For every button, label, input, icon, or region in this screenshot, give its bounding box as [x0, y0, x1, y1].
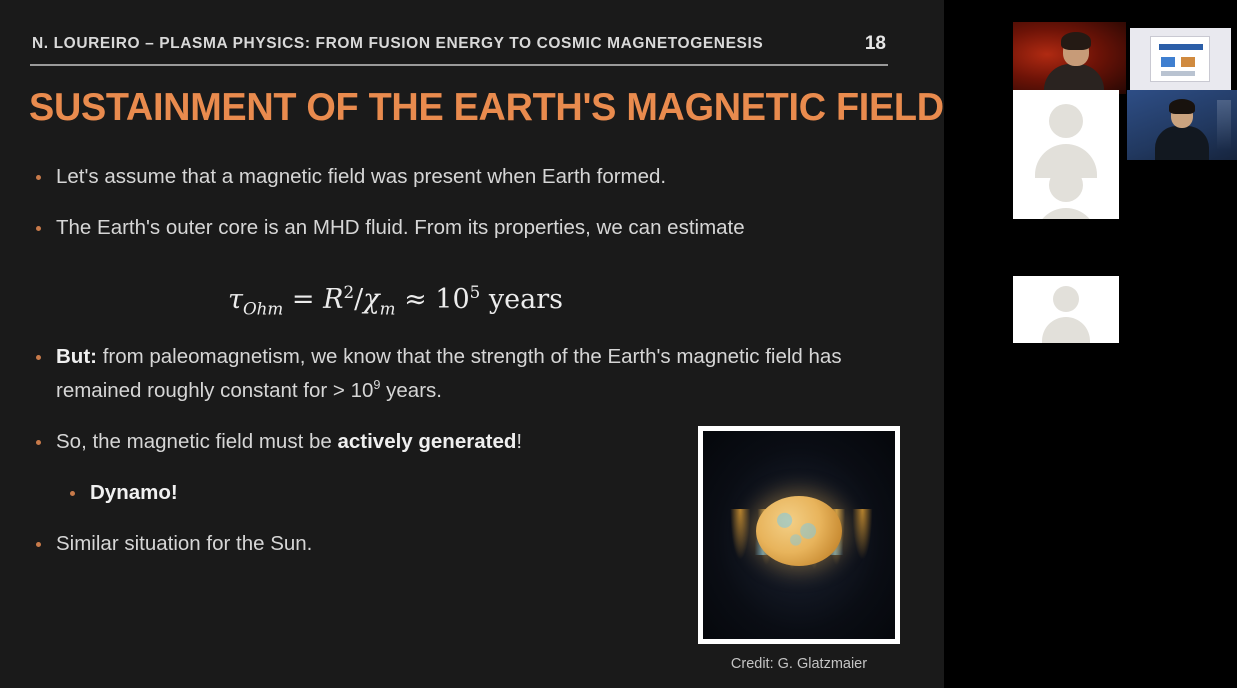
webcam-person-hair: [1169, 99, 1195, 114]
bullet-dot: [70, 491, 75, 496]
avatar-icon-head: [1053, 286, 1079, 312]
slide-page-number: 18: [864, 33, 886, 54]
equation-equals: =: [291, 284, 315, 315]
avatar-background: [1013, 90, 1119, 219]
equation-approx: ≈: [404, 284, 427, 315]
participant-webcam-tile[interactable]: [1127, 90, 1237, 160]
equation-slash: /: [354, 284, 364, 315]
bullet-text-bold-prefix: But:: [56, 345, 97, 369]
bullet-text: The Earth's outer core is an MHD fluid. From its properties, we can estimate: [56, 216, 745, 240]
earth-dynamo-figure: [698, 426, 900, 644]
list-item: [30, 211, 860, 244]
thumbnail-title-bar: [1159, 44, 1203, 50]
slide-thumbnail-document: [1150, 36, 1210, 82]
equation-value-exponent: 5: [469, 282, 481, 302]
thumbnail-block-2: [1181, 57, 1195, 67]
webcam-person-body: [1155, 126, 1209, 160]
avatar-icon-body: [1042, 317, 1090, 343]
bullet-dot: [36, 175, 41, 180]
bullet-text: from paleomagnetism, we know that the strength of the Earth's magnetic field has remained roughly constant for > $10^9$ years.: [56, 345, 842, 402]
equation-R-exponent: 2: [343, 282, 355, 302]
thumbnail-block-3: [1161, 71, 1195, 76]
list-item: [30, 160, 860, 193]
avatar-icon-head: [1049, 168, 1083, 202]
slide-title: SUSTAINMENT OF THE EARTH'S MAGNETIC FIELD: [29, 86, 944, 129]
bullet-text: So, the magnetic field must be actively generated!: [56, 429, 523, 453]
thumbnail-block-1: [1161, 57, 1175, 67]
participant-video-panel: [944, 0, 1237, 688]
equation-R: R: [323, 284, 344, 315]
bullet-dot: [36, 226, 41, 231]
speaker-webcam-tile[interactable]: [1013, 22, 1126, 94]
bullet-dot: [36, 542, 41, 547]
equation-chi-subscript: m: [379, 298, 396, 319]
figure-caption: Credit: G. Glatzmaier: [730, 656, 868, 672]
bullet-text: Let's assume that a magnetic field was present when Earth formed.: [56, 165, 667, 188]
bullet-dot: [36, 355, 41, 360]
webcam-person-hair: [1061, 32, 1091, 50]
avatar-icon-body: [1035, 208, 1097, 219]
bullet-text: Similar situation for the Sun.: [56, 532, 313, 556]
equation-tau-subscript: Ohm: [242, 298, 284, 319]
slide-header: [30, 32, 888, 66]
participant-avatar-tile-2[interactable]: [1013, 276, 1119, 343]
earth-globe: [756, 496, 842, 566]
list-item: [30, 340, 860, 406]
earth-dynamo-illustration: [703, 431, 895, 639]
equation-chi: χ: [363, 284, 380, 315]
webcam-light-stripe: [1217, 100, 1231, 150]
bullet-dot: [36, 440, 41, 445]
avatar-icon-head: [1049, 104, 1083, 138]
bullet-text-emphasis: actively generated: [337, 429, 517, 453]
participant-avatar-tile-1[interactable]: [1013, 90, 1119, 219]
avatar-background: [1013, 276, 1119, 343]
shared-slide-thumbnail-tile[interactable]: [1130, 28, 1231, 90]
slide-header-title: N. LOUREIRO – PLASMA PHYSICS: FROM FUSION ENERGY TO COSMIC MAGNETOGENESIS: [32, 35, 764, 52]
equation-ohmic-diffusion-time: [228, 282, 563, 318]
bullet-text: Dynamo!: [90, 481, 178, 505]
equation-tau: τ: [228, 284, 243, 315]
equation-value: 10: [435, 284, 470, 315]
equation-unit: years: [488, 284, 563, 315]
